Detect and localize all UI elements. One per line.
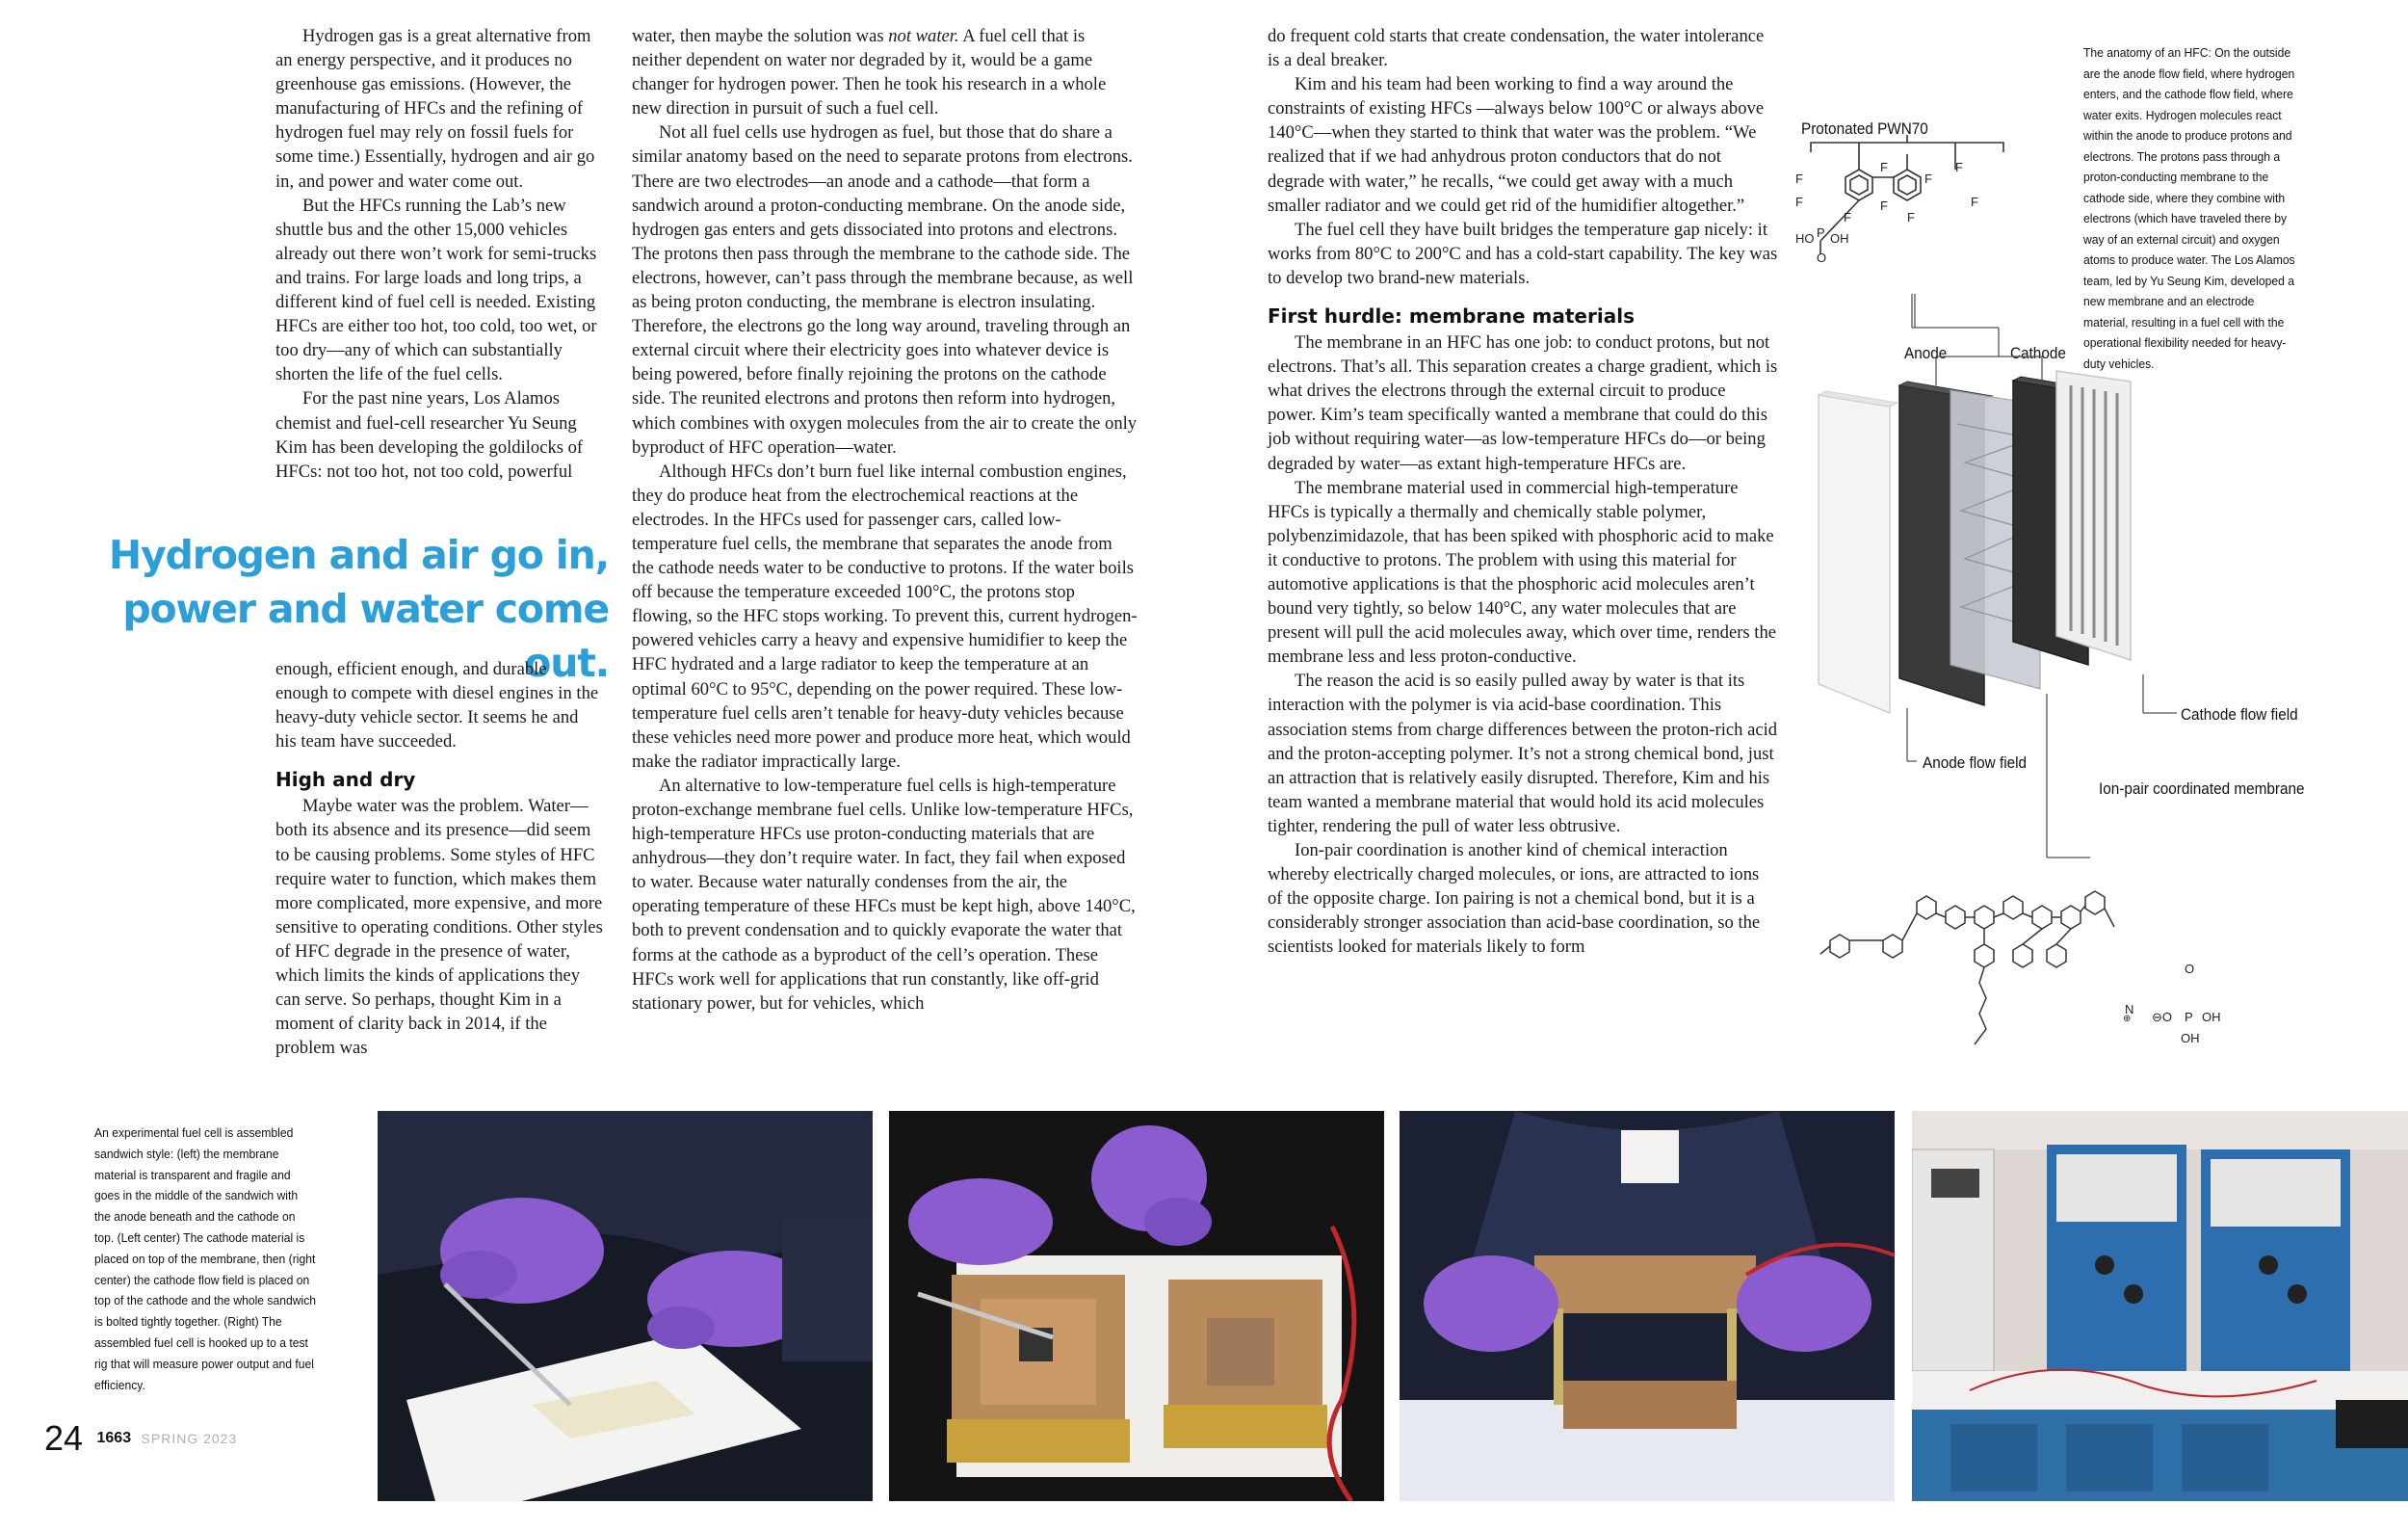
chem-o: O: [2185, 962, 2195, 976]
cathode-flow-field-plate: [2056, 371, 2131, 660]
paragraph: The reason the acid is so easily pulled away by water is that its interaction with the polymer is via acid-base coordination. This association stems from charge differences between the proton-rich acid and the proton-accepting polymer. It’s not a strong chemical bond, just an attraction that is relatively easily disrupted. Therefore, Kim and his team wanted a membrane material that would hold its acid molecules tighter, rendering the pull of water less obtrusive.: [1268, 671, 1778, 836]
svg-text:P: P: [1817, 225, 1825, 240]
photo-flow-field-bolting: [1400, 1111, 1895, 1501]
folio: [44, 1418, 237, 1459]
pull-quote-line-1: Hydrogen and air go in,: [108, 532, 609, 578]
paragraph: For the past nine years, Los Alamos chemist and fuel-cell researcher Yu Seung Kim has been developing the goldilocks of HFCs: not too hot, not too cold, powerful: [275, 388, 584, 482]
paragraph: Not all fuel cells use hydrogen as fuel, but those that do share a similar anatomy based on the need to separate protons from electrons. There are two electrodes—an anode and a cathode—that form a sandwich around a proton-conducting membrane. On the anode side, hydrogen gas enters and gets dissociated into protons and electrons. The protons then pass through the membrane to the cathode side. The electrons, however, can’t pass through the membrane because, as well as being proton conducting, the membrane is electron insulating. Therefore, the electrons go the long way around, traveling through an external circuit where their electricity goes into whatever device is being powered, before finally rejoining the protons on the cathode side. The reunited electrons and protons then reform into hydrogen, which combines with oxygen molecules from the air to create the only byproduct of HFC operation—water.: [632, 122, 1138, 458]
paragraph: water, then maybe the solution was not water. A fuel cell that is neither dependent on water nor degraded by it, would be a game changer for hydrogen power. Then he took his research in a whole new direction in pursuit of such a fuel cell.: [632, 26, 1107, 119]
svg-text:OH: OH: [1830, 231, 1849, 246]
anode-flow-field-plate: [1819, 391, 1898, 713]
label-cathode: Cathode: [2010, 344, 2066, 362]
label-anode-flow-field: Anode flow field: [1923, 753, 2028, 772]
svg-text:HO: HO: [1795, 231, 1815, 246]
paragraph: Ion-pair coordination is another kind of chemical interaction whereby electrically charged molecules, or ions, are attracted to ions of the opposite charge. Ion pairing is not a chemical bond, but it is a considerably stronger association than acid-base coordination, so the scientists looked for materials likely to form: [1268, 840, 1761, 958]
paragraph: enough, efficient enough, and durable enough to compete with diesel engines in the heavy-duty vehicle sector. It seems he and his team have succeeded.: [275, 659, 599, 752]
chem-n: N: [2125, 1002, 2134, 1016]
svg-text:F: F: [1795, 172, 1803, 186]
label-cathode-flow-field: Cathode flow field: [2181, 705, 2298, 724]
column-3: [1268, 24, 1778, 959]
chem-oh-bottom: OH: [2181, 1031, 2200, 1045]
column-1-top: [275, 24, 603, 484]
svg-text:F: F: [1795, 195, 1803, 209]
svg-text:F: F: [1880, 198, 1888, 213]
svg-text:F: F: [1880, 160, 1888, 174]
column-2: [632, 24, 1138, 1016]
paragraph: Kim and his team had been working to find a way around the constraints of existing HFCs —always below 100°C or always above 140°C—when they started to think that water was the problem. “We realized that if we had anhydrous proton conductors that do not degrade with water,” he recalls, “we could get away with a much smaller radiator and we could get rid of the humidifier altogether.”: [1268, 74, 1765, 216]
svg-text:F: F: [1924, 172, 1932, 186]
chem-plus: ⊕: [2123, 1014, 2132, 1024]
paragraph: do frequent cold starts that create condensation, the water intolerance is a deal breaker.: [1268, 26, 1765, 71]
photo-caption: An experimental fuel cell is assembled sandwich style: (left) the membrane material is transparent and fragile and goes in the middle of the sandwich with the anode beneath and the cathode on top. (Left center) The cathode material is placed on top of the membrane, then (right center) the cathode flow field is placed on top of the cathode and the whole sandwich is bolted tightly together. (Right) The assembled fuel cell is hooked up to a test rig that will measure power output and fuel efficiency.: [94, 1125, 317, 1392]
chem-p: P: [2185, 1010, 2193, 1024]
chem-minus-o: ⊖O: [2152, 1010, 2173, 1024]
paragraph: Hydrogen gas is a great alternative from an energy perspective, and it produces no greenhouse gas emissions. (However, the manufacturing of HFCs and the refining of hydrogen fuel may rely on fossil fuels for some time.) Essentially, hydrogen and air go in, and power and water come out.: [275, 26, 595, 192]
fuel-cell-diagram: [1782, 96, 2408, 1050]
chem-oh-right: OH: [2202, 1010, 2221, 1024]
paragraph: Maybe water was the problem. Water—both its absence and its presence—did seem to be causing problems. Some styles of HFC require water to function, which makes them more complicated, more expensive, and more sensitive to operating conditions. Other styles of HFC degrade in the presence of water, which limits the kinds of applications they can serve. So perhaps, thought Kim in a moment of clarity back in 2014, if the problem was: [275, 796, 603, 1059]
paragraph: The membrane material used in commercial high-temperature HFCs is typically a thermally and chemically stable polymer, polybenzimidazole, that has been spiked with phosphoric acid to make it conductive to protons. The problem with using this material for automotive applications is that the phosphoric acid molecules aren’t bound very tightly, so below 140°C, any water molecules that are present will pull the acid molecules away, which over time, renders the membrane less and less proton-conductive.: [1268, 477, 1777, 668]
photo-cathode-placement: [889, 1111, 1384, 1501]
svg-text:F: F: [1844, 210, 1851, 224]
svg-text:F: F: [1971, 195, 1978, 209]
subhead-membrane-materials: First hurdle: membrane materials: [1268, 304, 1635, 329]
svg-text:F: F: [1955, 160, 1963, 174]
paragraph: An alternative to low-temperature fuel cells is high-temperature proton-exchange membrane fuel cells. Unlike low-temperature HFCs, high-temperature HFCs use proton-conducting materials that are anhydrous—they don’t require water. In fact, they fail when exposed to water. Because water naturally condenses from the air, the operating temperature of these HFCs must be kept high, above 140°C, both to prevent condensation and to quickly evaporate the water that forms at the cathode as a byproduct of the cell’s operation. These HFCs work well for applications that run constantly, like off-grid stationary power, but for vehicles, which: [632, 775, 1136, 1014]
svg-text:F: F: [1907, 210, 1915, 224]
ion-pair-atom-labels: [2109, 962, 2225, 1069]
magazine-name: 1663: [96, 1430, 132, 1446]
label-anode: Anode: [1904, 344, 1948, 362]
subhead-high-and-dry: High and dry: [275, 768, 416, 792]
paragraph: But the HFCs running the Lab’s new shuttle bus and the other 15,000 vehicles already out there won’t work for semi-trucks and trains. For large loads and long trips, a different kind of fuel cell is needed. Existing HFCs are either too hot, too cold, too wet, or too dry—any of which can substantially shorten the life of the fuel cells.: [275, 195, 597, 385]
pwn70-atom-labels: [1795, 160, 1978, 265]
page-number: 24: [44, 1418, 84, 1458]
ion-pair-structure-drawing: [1820, 891, 2114, 1044]
paragraph: The fuel cell they have built bridges the temperature gap nicely: it works from 80°C to 200°C and has a cold-start capability. The key was to develop two brand-new materials.: [1268, 219, 1778, 288]
column-1-bottom: [275, 657, 603, 1060]
photo-test-rig: [1912, 1111, 2408, 1501]
paragraph: Although HFCs don’t burn fuel like internal combustion engines, they do produce heat from the electrochemical reactions at the electrodes. In the HFCs used for passenger cars, called low-temperature fuel cells, the membrane that separates the anode from the cathode needs water to be conductive to protons. If the water boils off because the temperature exceeded 100°C, the protons stop flowing, so the HFC stops working. To prevent this, current hydrogen-powered vehicles carry a heavy and expensive humidifier to keep the HFC hydrated and a large radiator to keep the temperature at an optimal 60°C to 95°C, depending on the power required. These low-temperature fuel cells aren’t tenable for heavy-duty vehicles because these vehicles need more power and produce more heat, which would make the radiator impractically large.: [632, 461, 1138, 772]
photo-membrane-placement: [378, 1111, 873, 1501]
label-protonated-pwn70: Protonated PWN70: [1801, 119, 1928, 138]
figure-caption: The anatomy of an HFC: On the outside are the anode flow field, where hydrogen enters, and the cathode flow field, where water exits. Hydrogen molecules react within the anode to produce protons and electrons. The protons pass through a proton-conducting membrane to the cathode side, where they combine with electrons (which have traveled there by way of an external circuit) and oxygen atoms to produce water. The Los Alamos team, led by Yu Seung Kim, developed a new membrane and an electrode material, resulting in a fuel cell with the operational flexibility needed for heavy-duty vehicles.: [2083, 45, 2295, 371]
label-ion-pair-membrane: Ion-pair coordinated membrane: [2099, 779, 2305, 798]
paragraph: The membrane in an HFC has one job: to conduct protons, but not electrons. That’s all. This separation creates a charge gradient, which is what drives the electrons through the external circuit to produce power. Kim’s team specifically wanted a membrane that could do this job without requiring water—as low-temperature HFCs do—or being degraded by water—as extant high-temperature HFCs are.: [1268, 332, 1778, 474]
pull-quote-line-2: power and water come out.: [122, 586, 609, 686]
svg-text:O: O: [1817, 251, 1827, 265]
issue-date: SPRING 2023: [141, 1431, 238, 1446]
